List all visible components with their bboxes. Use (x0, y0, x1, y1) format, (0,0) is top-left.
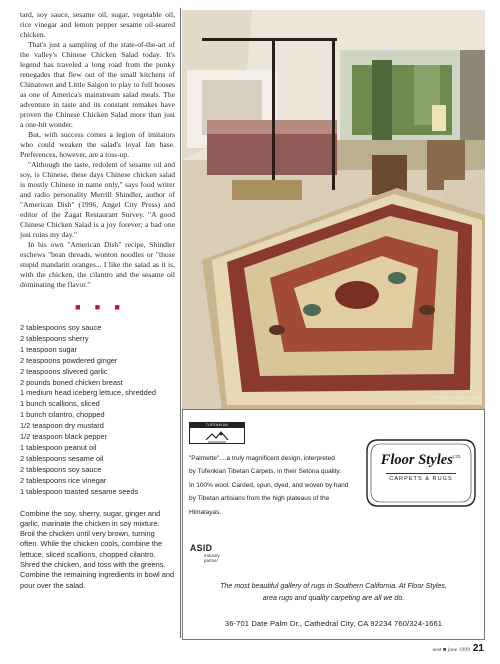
floor-styles-name-text: Floor Styles (380, 452, 453, 468)
ad-copy-line: by Tufenkian Tibetan Carpets, in their Setona quality. (189, 468, 341, 476)
ingredient-item: 1 tablespoon toasted sesame seeds (20, 486, 139, 496)
article-paragraph: But, with success comes a legion of imitators who could weaken the salad's loyal fan base. Preferences, however, are a toss-up. (20, 130, 175, 159)
ingredient-item: 2 teaspoons slivered garlic (20, 366, 108, 376)
photo-credit-line: Interiors by Frazier Hoppe & Co. (415, 400, 481, 406)
asid-badge (190, 543, 220, 564)
asid-line: partner (204, 558, 218, 564)
ingredient-item: 2 tablespoons soy sauce (20, 464, 102, 474)
page-number: 21 (472, 643, 484, 654)
ingredient-item: 1 bunch scallions, sliced (20, 399, 100, 409)
asid-line: Industry (204, 553, 220, 558)
ingredient-item: 2 teaspoons powdered ginger (20, 355, 118, 365)
ad-copy-line: "Palmette"....a truly magnificent design, interpreted (189, 455, 335, 462)
store-address: 36-701 Date Palm Dr., Cathedral City, CA 92234 760/324-1661 (224, 619, 443, 628)
ingredient-item: 1 tablespoon peanut oil (20, 442, 97, 452)
asid-title: ASID (190, 543, 213, 553)
tufenkian-emblem-icon (204, 430, 230, 443)
ingredient-item: 1/2 teaspoon black pepper (20, 432, 108, 442)
folio-text: nest ■ june 1999 (432, 647, 470, 653)
photo-credit (415, 395, 481, 406)
photo-credit-line: Photo by Taylor Sherrill (433, 394, 481, 400)
ingredient-item: 2 tablespoons soy sauce (20, 323, 102, 332)
floor-styles-tm: LTD. (452, 454, 462, 460)
floor-styles-name (364, 452, 478, 469)
ad-tagline-line: area rugs and quality carpeting are all we do. (262, 594, 405, 603)
article-paragraph: That's just a sampling of the state-of-the-art of the valley's Chinese Chicken Salad today. It's legend has traveled a long road from the punky renegades that flew out of the small kitchens of Chinatown and Little Saigon to play to full houses as one of America's mainstream salad meals. The adventure in taste and its constant remakes have proven the Chinese Chicken Salad more than just a one-hit wonder. (20, 40, 175, 129)
tufenkian-logo (189, 422, 245, 444)
article-text (20, 10, 175, 290)
article-paragraph: In his own "American Dish" recipe, Shindler eschews "bean threads, wonton noodles or "those stupid mandarin oranges... I like the salad as it is, with the chicken, the cilantro and the sesame oil dominating the flavor." (20, 240, 175, 289)
ingredient-item: 2 tablespoons rice vinegar (20, 475, 107, 485)
ingredient-list (20, 323, 175, 498)
ingredient-item: 1 bunch cilantro, chopped (20, 410, 105, 420)
article-paragraph: "Although the taste, redolent of sesame oil and soy, is Chinese, these days Chinese chicken salad is mostly Chinese in name only," says food writer and radio personality Merrill Shindler, author of "American Dish" (1996, Angel City Press) and editor of the Zagat Restaurant Survey. "A good Chinese Chicken Salad is a joy forever; a bad one just ruins my day." (20, 160, 175, 239)
section-separator: ■ ■ ■ (75, 302, 126, 312)
article-paragraph: tard, soy sauce, sesame oil, sugar, vegetable oil, rice vinegar and lemon pepper sesame oil-seared chicken. (20, 10, 175, 39)
ad-copy-line: by Tibetan artisians from the high plateaus of the Himalayas. (189, 495, 330, 516)
ingredient-item: 1 teaspoon sugar (20, 344, 78, 354)
ad-photo (182, 10, 485, 409)
ad-copy-text (189, 452, 349, 519)
ingredient-item: 1 medium head iceberg lettuce, shredded (20, 388, 156, 398)
ad-tagline-line: The most beautiful gallery of rugs in Southern California. At Floor Styles, (220, 582, 447, 590)
left-column (20, 10, 175, 591)
ad-copy-panel (182, 409, 485, 640)
ingredient-item: 1/2 teaspoon dry mustard (20, 421, 104, 431)
tufenkian-logo-text: TUFENKIAN (205, 423, 229, 427)
tufenkian-logo-bar (190, 423, 244, 428)
floor-styles-subtitle: CARPETS & RUGS (389, 476, 453, 482)
floor-styles-logo (364, 437, 478, 509)
page-folio (432, 643, 484, 654)
ingredient-item: 2 tablespoons sherry (20, 333, 89, 343)
column-divider (180, 8, 181, 638)
ad-tagline (183, 580, 484, 605)
ingredient-item: 2 tablespoons sesame oil (20, 453, 104, 463)
recipe-instructions: Combine the soy, sherry, sugar, ginger and garlic, marinate the chicken in soy mixture. Broil the chicken until very brown, turning often. While the chicken cools, combine the lettuce, sliced scallions, chopped cilantro. Shred the chicken, and toss with the greens. Combine the remaining ingredients in bowl and pour over the salad. (20, 508, 175, 590)
ingredient-item: 2 pounds boned chicken breast (20, 377, 123, 387)
advertisement (182, 10, 485, 640)
bedroom-rug-photo (182, 10, 485, 409)
floor-styles-rule (386, 473, 456, 474)
ad-copy-line: In 100% wool. Carded, spun, dyed, and woven by hand (189, 481, 349, 489)
